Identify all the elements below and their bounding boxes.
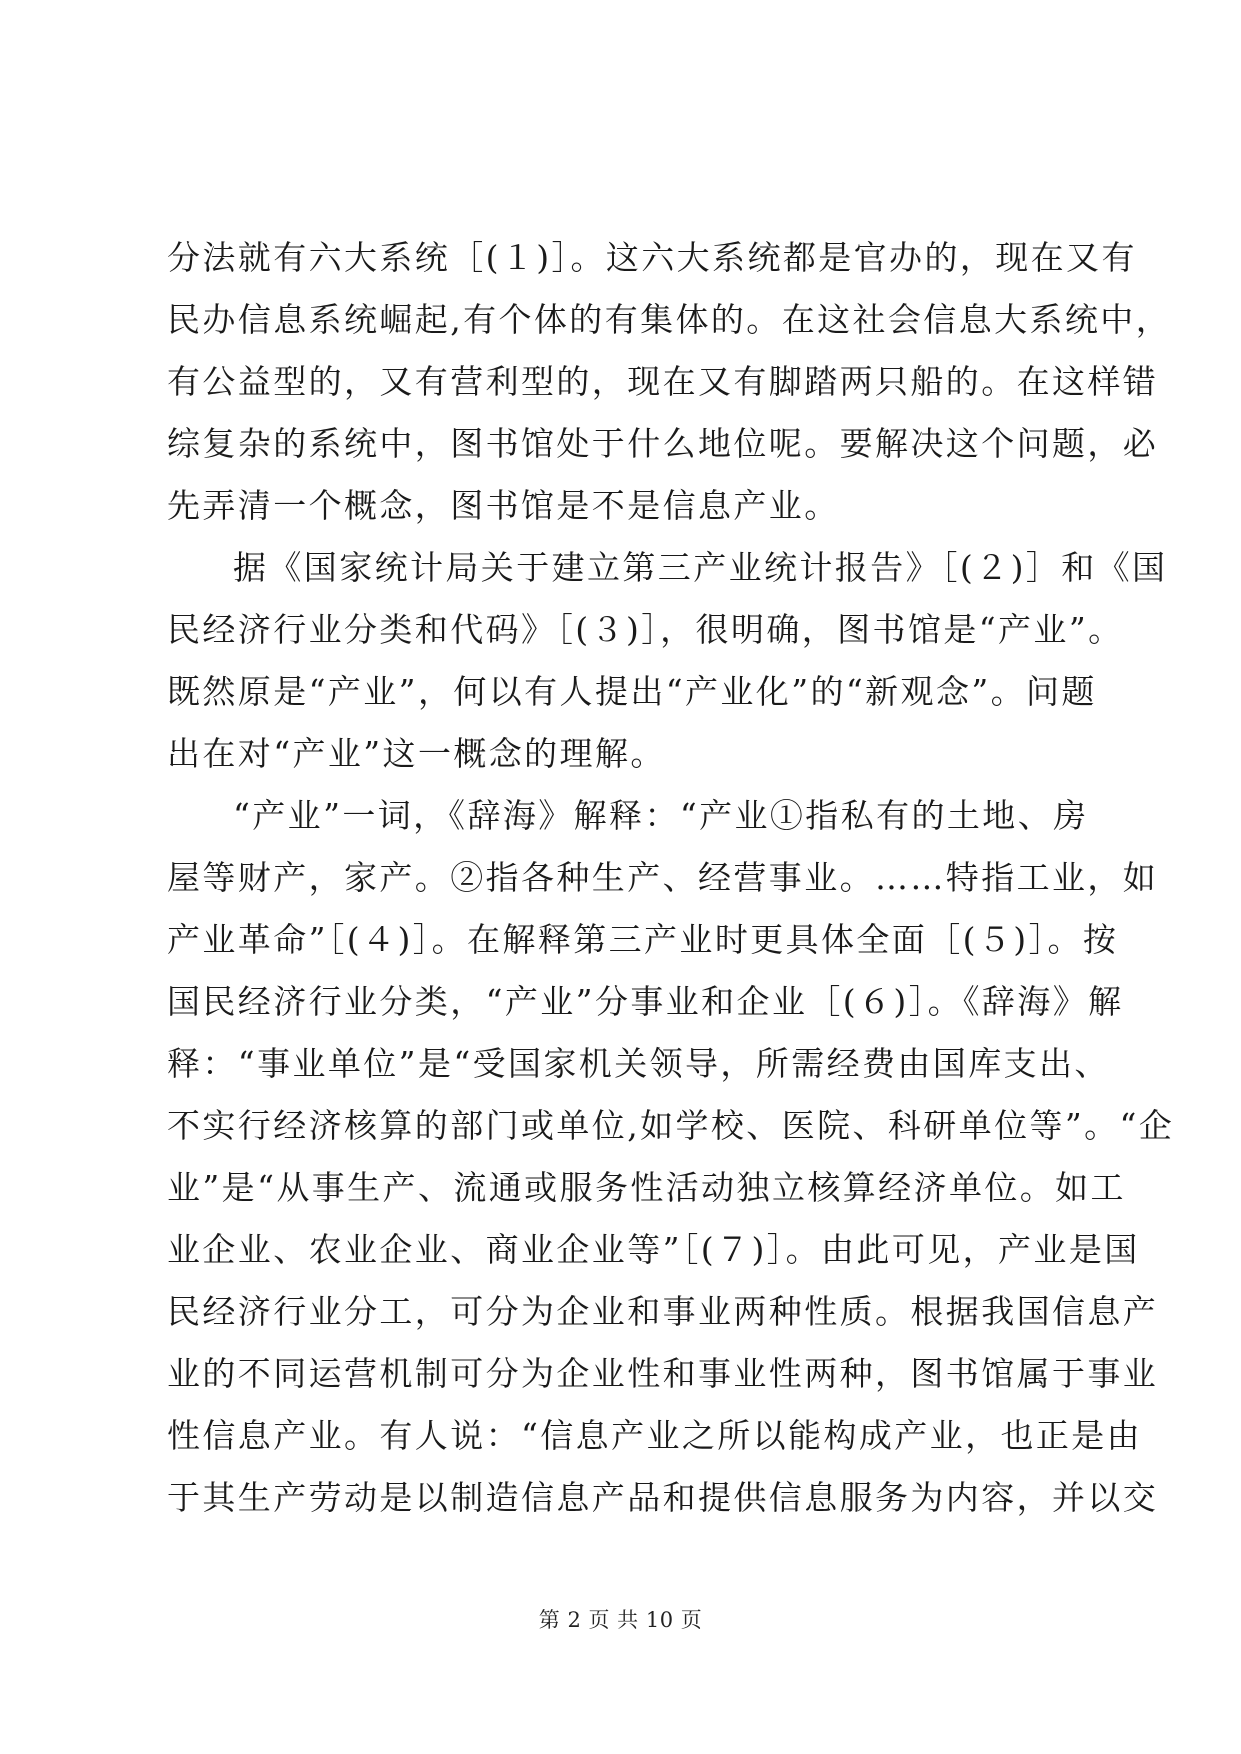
text-line: 于其生产劳动是以制造信息产品和提供信息服务为内容，并以交 — [167, 1478, 1159, 1517]
text-line: 性信息产业。有人说：“信息产业之所以能构成产业，也正是由 — [167, 1416, 1143, 1455]
text-line: 业企业、农业企业、商业企业等”［(７)］。由此可见，产业是国 — [167, 1230, 1140, 1269]
text-line: “产业”一词，《辞海》解释：“产业①指私有的土地、房 — [233, 796, 1089, 835]
text-line: 先弄清一个概念，图书馆是不是信息产业。 — [167, 486, 840, 525]
text-line: 分法就有六大系统［(１)］。这六大系统都是官办的，现在又有 — [167, 238, 1137, 277]
text-line: 业的不同运营机制可分为企业性和事业性两种，图书馆属于事业 — [167, 1354, 1159, 1393]
text-line: 既然原是“产业”，何以有人提出“产业化”的“新观念”。问题 — [167, 672, 1097, 711]
body-text — [167, 227, 1175, 1529]
text-line: 国民经济行业分类，“产业”分事业和企业［(６)］。《辞海》解 — [167, 982, 1124, 1021]
text-line: 不实行经济核算的部门或单位,如学校、医院、科研单位等”。“企 — [167, 1106, 1175, 1145]
text-line: 有公益型的，又有营利型的，现在又有脚踏两只船的。在这样错 — [167, 362, 1159, 401]
text-line: 综复杂的系统中，图书馆处于什么地位呢。要解决这个问题，必 — [167, 424, 1159, 463]
text-line: 业”是“从事生产、流通或服务性活动独立核算经济单位。如工 — [167, 1168, 1126, 1207]
text-line: 释：“事业单位”是“受国家机关领导，所需经费由国库支出、 — [167, 1044, 1110, 1083]
text-line: 民经济行业分工，可分为企业和事业两种性质。根据我国信息产 — [167, 1292, 1159, 1331]
text-line: 出在对“产业”这一概念的理解。 — [167, 734, 666, 773]
text-line: 民经济行业分类和代码》［(３)］，很明确，图书馆是“产业”。 — [167, 610, 1124, 649]
text-line: 据《国家统计局关于建立第三产业统计报告》［(２)］和《国 — [233, 548, 1168, 587]
text-line: 民办信息系统崛起,有个体的有集体的。在这社会信息大系统中， — [167, 300, 1172, 339]
text-line: 屋等财产，家产。②指各种生产、经营事业。……特指工业，如 — [167, 858, 1159, 897]
text-line: 产业革命”［(４)］。在解释第三产业时更具体全面［(５)］。按 — [167, 920, 1119, 959]
page-number-footer: 第 2 页 共 10 页 — [538, 1608, 703, 1632]
